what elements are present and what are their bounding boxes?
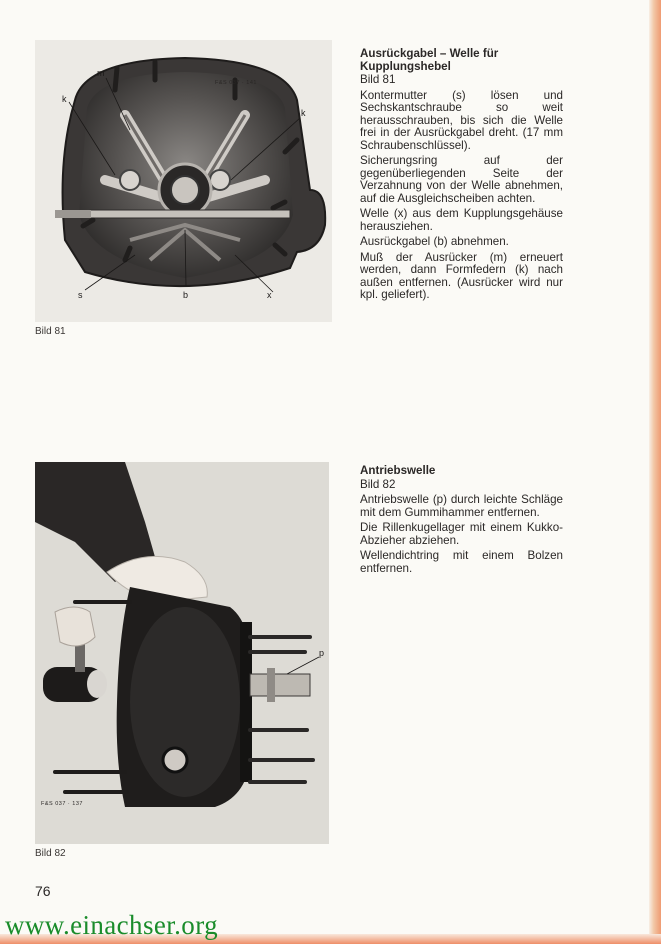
figure-81-label-b: b [183, 290, 189, 300]
section-2-paragraph: Wellendichtring mit einem Bolzen entfernen. [360, 549, 563, 575]
figure-82-code: F&S 037 · 137 [41, 801, 83, 807]
figure-81-label-k-left: k [62, 94, 67, 104]
figure-82-photo [35, 462, 329, 844]
figure-81-label-k-right: k [301, 108, 306, 118]
section-2-bild-ref: Bild 82 [360, 477, 396, 491]
section-2-heading: Antriebswelle [360, 464, 436, 477]
section-ausrueckgabel [360, 48, 563, 305]
section-antriebswelle [360, 465, 563, 578]
section-2-paragraph: Antriebswelle (p) durch leichte Schläge mit dem Gummihammer entfernen. [360, 493, 563, 519]
figure-81-caption: Bild 81 [35, 326, 66, 337]
section-2-paragraph: Die Rillenkugellager mit einem Kukko-Abzieher abziehen. [360, 521, 563, 547]
section-1-paragraph: Kontermutter (s) lösen und Sechskantschraube so weit herausschrauben, bis sich die Welle frei in der Ausrückgabel dreht. (17 mm Schraubenschlüssel). [360, 88, 563, 152]
page-edge-right [649, 0, 661, 944]
figure-82-caption: Bild 82 [35, 848, 66, 859]
figure-81-photo [35, 40, 332, 322]
figure-81-code: F&S 037 · 141 [215, 80, 257, 86]
section-1-paragraph: Welle (x) aus dem Kupplungsgehäuse herausziehen. [360, 207, 563, 233]
figure-81-label-s: s [78, 290, 83, 300]
watermark-url: www.einachser.org [5, 910, 218, 940]
figure-81-label-x: x [267, 290, 272, 300]
figure-82-label-p: p [319, 648, 325, 658]
section-1-bild-ref: Bild 81 [360, 73, 396, 86]
section-1-heading: Ausrückgabel – Welle für Kupplungshebel [360, 47, 499, 73]
page-number: 76 [35, 883, 51, 899]
section-1-paragraph: Muß der Ausrücker (m) erneuert werden, dann Formfedern (k) nach außen entfernen. (Ausrücker wird nur kpl. geliefert). [360, 250, 563, 301]
section-1-paragraph: Sicherungsring auf der gegenüberliegenden Seite der Verzahnung von der Welle abnehmen, auf die Ausgleichscheiben achten. [360, 154, 563, 205]
section-1-paragraph: Ausrückgabel (b) abnehmen. [360, 235, 509, 248]
figure-81-label-m: m [97, 68, 105, 78]
